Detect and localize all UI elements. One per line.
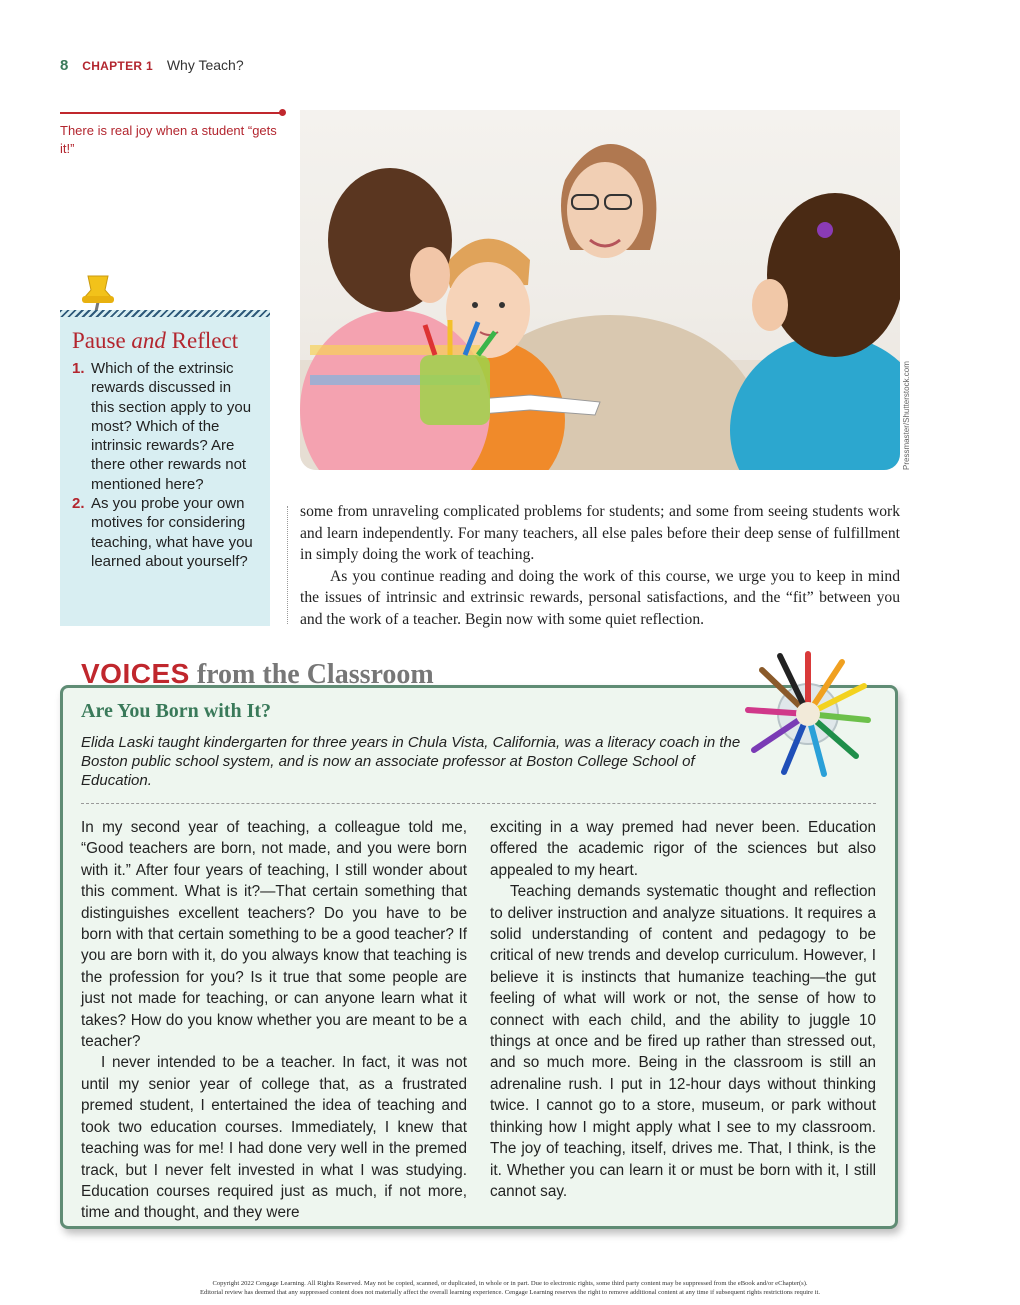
body-text bbox=[300, 501, 900, 631]
voices-column-right bbox=[490, 817, 876, 1202]
voices-heading: VOICES from the Classroom bbox=[81, 658, 434, 690]
pause-reflect-title: Pause and Reflect bbox=[72, 328, 239, 353]
list-item: 1. Which of the extrinsic rewards discussed in this section apply to you most? Which of the intrinsic rewards? Are there other rewards not mentioned here? bbox=[72, 360, 252, 493]
photo-credit: Pressmaster/Shutterstock.com bbox=[902, 361, 911, 470]
page-number: 8 bbox=[60, 57, 69, 74]
voices-divider bbox=[81, 803, 876, 804]
copyright-notice: Copyright 2022 Cengage Learning. All Rights Reserved. May not be copied, scanned, or duplicated, in whole or in part. Due to electronic rights, some third party content may be suppressed from the eBook and/or eChapter(s). Editorial review has deemed that any suppressed content does not materially affect the overall learning experience. Cengage Learning reserves the right to remove additional content at any time if subsequent rights restrictions require it. bbox=[199, 1280, 821, 1296]
pause-reflect-box bbox=[60, 310, 270, 626]
voices-title: Are You Born with It? bbox=[81, 700, 272, 722]
running-head bbox=[60, 57, 244, 74]
voices-paragraph: In my second year of teaching, a colleague told me, “Good teachers are born, not made, and you were born with it.” After four years of teaching, I still wonder about this comment. What is it?—That certain something that distinguishes excellent teachers? Do you have to be born with that certain something to be a good teacher? If you are born with it, do you always know that teaching is the profession for you? Is it true that some people are just not made for teaching, or can anyone learn what it takes? How do you know whether you are meant to be a teacher? bbox=[81, 819, 467, 1051]
body-paragraph: As you continue reading and doing the work of this course, we urge you to keep in mind the issues of intrinsic and extrinsic rewards, personal satisfactions, and the “fit” between you and the work of a teacher. Begin now with some quiet reflection. bbox=[300, 567, 900, 628]
chapter-title: Why Teach? bbox=[166, 57, 244, 73]
voices-paragraph: exciting in a way premed had never been. Education offered the academic rigor of the sciences but also appealed to my heart. bbox=[490, 819, 876, 879]
pause-reflect-list bbox=[72, 359, 258, 571]
voices-column-left bbox=[81, 817, 467, 1224]
body-paragraph: some from unraveling complicated problems for students; and some from seeing students work and learn independently. For many teachers, all else pales before their deep sense of fulfillment in simply doing the work of teaching. bbox=[300, 503, 900, 564]
voices-paragraph: Teaching demands systematic thought and reflection to deliver instruction and analyze situations. It requires a solid understanding of content and pedagogy to be critical of new trends and develop curriculum. However, I believe it is instincts that humanize teaching—the gut feeling of what will work or not, the sense of how to connect with each child, and the ability to juggle 10 things at once and be fired up rather than stressed out, and so much more. Being in the classroom is still an adrenaline rush. I put in 12-hour days without thinking twice. I cannot go to a store, museum, or park without thinking how I might apply what I see to my classroom. The joy of teaching, itself, drives me. That, I think, is the it. Whether you can learn it or must be born with it, I still cannot say. bbox=[490, 883, 876, 1200]
photo-caption: There is real joy when a student “gets it!” bbox=[60, 123, 277, 156]
list-item: 2. As you probe your own motives for considering teaching, what have you learned about yourself? bbox=[72, 495, 253, 570]
caption-rule bbox=[60, 112, 282, 114]
classroom-photo bbox=[300, 110, 900, 470]
chapter-label: CHAPTER 1 bbox=[82, 59, 153, 73]
margin-dotted-rule bbox=[287, 506, 288, 624]
voices-bio: Elida Laski taught kindergarten for three years in Chula Vista, California, was a literacy coach in the Boston public school system, and is now an associate professor at Boston College School of Education. bbox=[81, 734, 741, 789]
colored-pencils-icon bbox=[744, 650, 872, 778]
classroom-photo-illustration bbox=[300, 110, 900, 470]
voices-paragraph: I never intended to be a teacher. In fact, it was not until my senior year of college that, as a frustrated premed student, I entertained the idea of teaching and took two education courses. Immediately, I knew that teaching was for me! I had done very well in the premed track, but I never felt invested in what I was studying. Education courses required just as much, if not more, time and thought, and they were bbox=[81, 1054, 467, 1222]
